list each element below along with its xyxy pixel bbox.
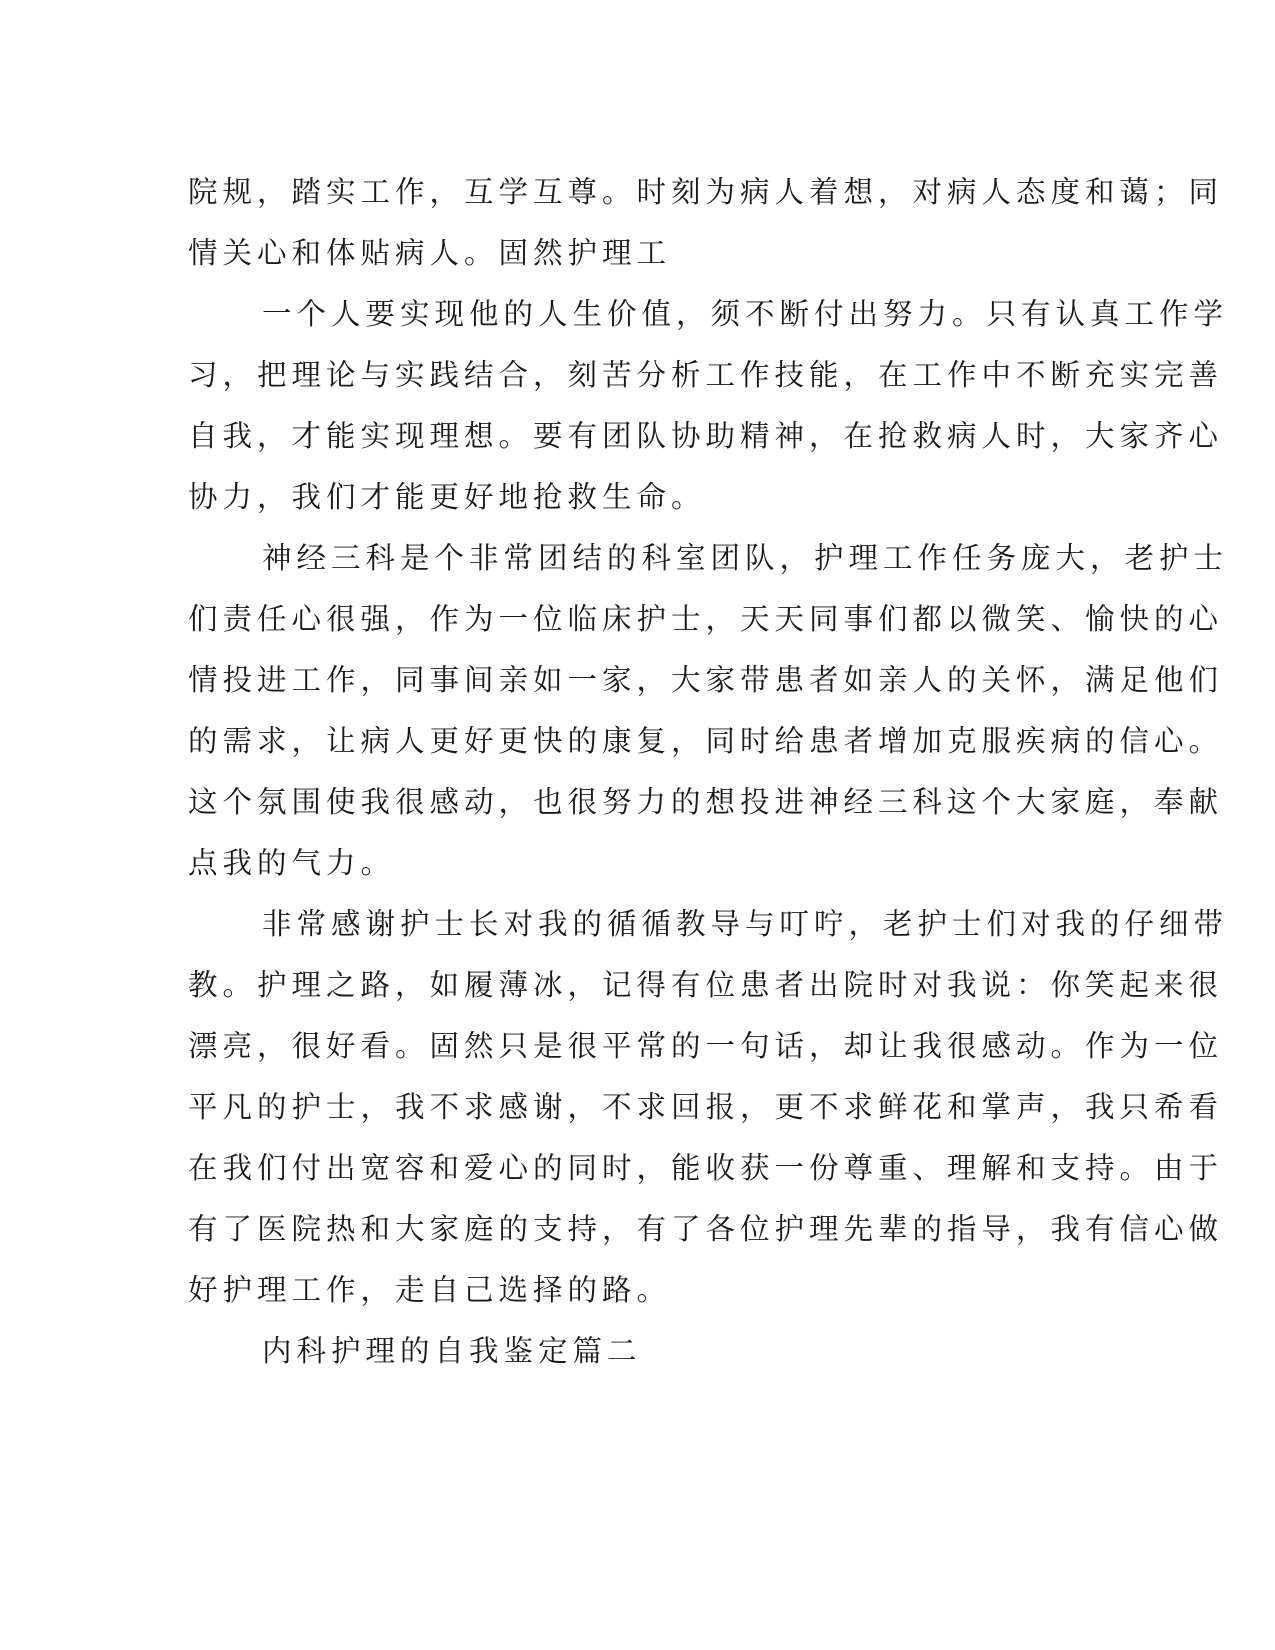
heading-text: 内科护理的自我鉴定篇二 (262, 1334, 642, 1368)
paragraph (188, 162, 1224, 284)
text-line: 们责任心很强，作为一位临床护士，天天同事们都以微笑、愉快的心 (188, 602, 1224, 636)
text-line: 点我的气力。 (188, 846, 396, 880)
text-line: 好护理工作，走自己选择的路。 (188, 1273, 672, 1307)
paragraph (188, 894, 1229, 1321)
document-body (188, 162, 1229, 1382)
text-line: 的需求，让病人更好更快的康复，同时给患者增加克服疾病的信心。 (188, 724, 1224, 758)
text-line: 院规，踏实工作，互学互尊。时刻为病人着想，对病人态度和蔼；同 (188, 175, 1224, 209)
text-line: 非常感谢护士长对我的循循教导与叮咛，老护士们对我的仔细带 (262, 907, 1229, 941)
text-line: 平凡的护士，我不求感谢，不求回报，更不求鲜花和掌声，我只希看 (188, 1090, 1224, 1124)
text-line: 情投进工作，同事间亲如一家，大家带患者如亲人的关怀，满足他们 (188, 663, 1224, 697)
text-line: 漂亮，很好看。固然只是很平常的一句话，却让我很感动。作为一位 (188, 1029, 1224, 1063)
text-line: 有了医院热和大家庭的支持，有了各位护理先辈的指导，我有信心做 (188, 1212, 1224, 1246)
text-line: 协力，我们才能更好地抢救生命。 (188, 480, 706, 514)
section-heading (188, 1321, 1088, 1382)
text-line: 教。护理之路，如履薄冰，记得有位患者出院时对我说：你笑起来很 (188, 968, 1224, 1002)
text-line: 情关心和体贴病人。固然护理工 (188, 236, 672, 270)
text-line: 自我，才能实现理想。要有团队协助精神，在抢救病人时，大家齐心 (188, 419, 1224, 453)
text-line: 这个氛围使我很感动，也很努力的想投进神经三科这个大家庭，奉献 (188, 785, 1224, 819)
paragraph (188, 284, 1229, 528)
text-line: 神经三科是个非常团结的科室团队，护理工作任务庞大，老护士 (262, 541, 1229, 575)
paragraph (188, 528, 1229, 894)
text-line: 习，把理论与实践结合，刻苦分析工作技能，在工作中不断充实完善 (188, 358, 1224, 392)
text-line: 一个人要实现他的人生价值，须不断付出努力。只有认真工作学 (262, 297, 1229, 331)
text-line: 在我们付出宽容和爱心的同时，能收获一份尊重、理解和支持。由于 (188, 1151, 1224, 1185)
